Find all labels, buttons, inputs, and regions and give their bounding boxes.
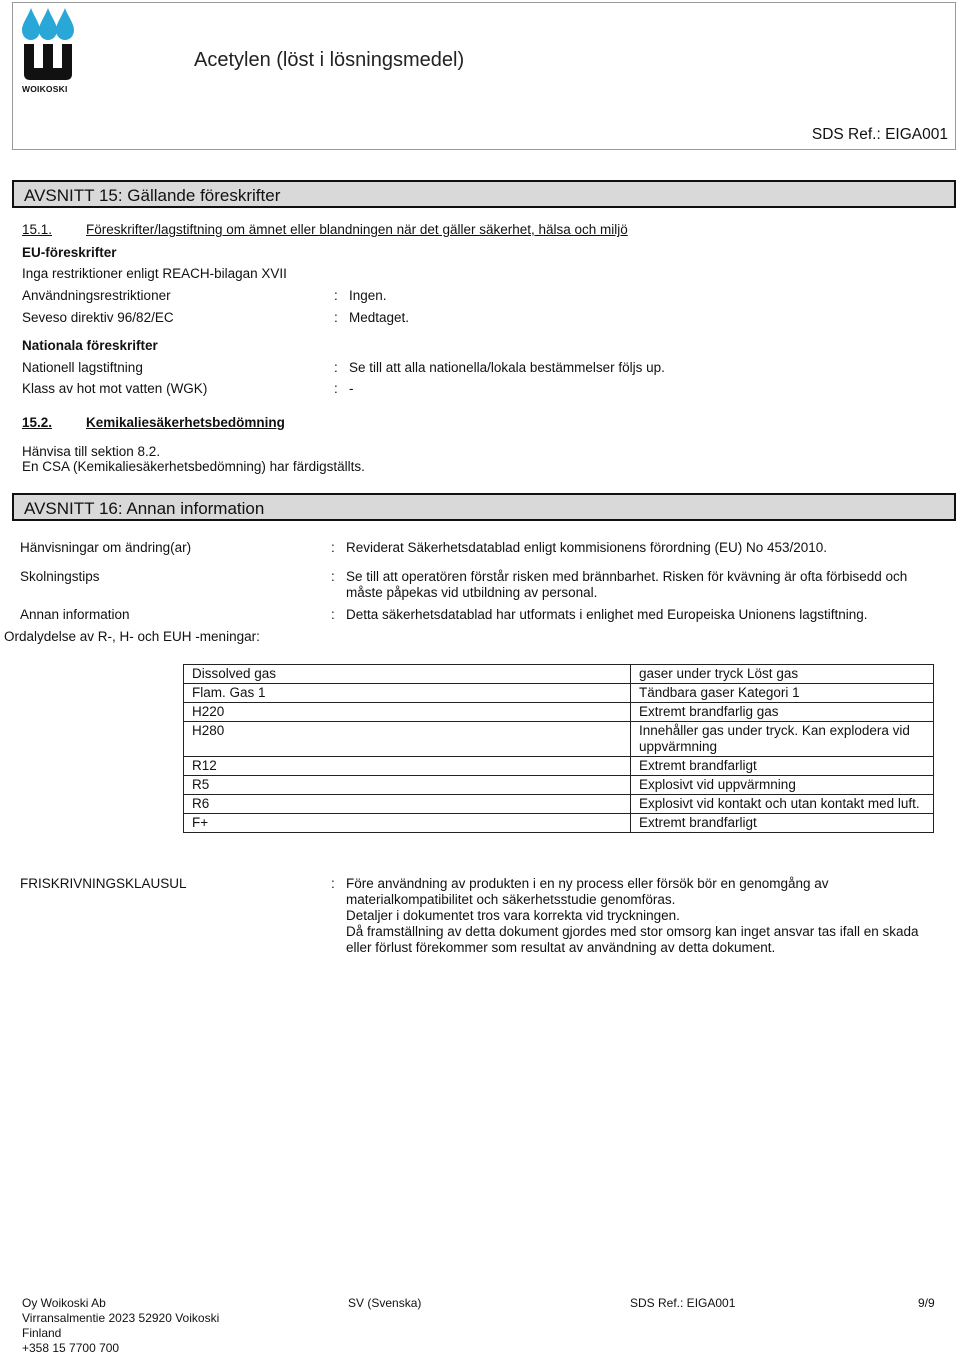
wgk-value: -	[349, 381, 354, 396]
section-15-heading: AVSNITT 15: Gällande föreskrifter	[12, 180, 956, 208]
footer-phone: +358 15 7700 700	[22, 1341, 120, 1355]
csa-status: En CSA (Kemikaliesäkerhetsbedömning) har färdigställts.	[22, 459, 365, 474]
revision-label: Hänvisningar om ändring(ar)	[20, 540, 192, 555]
footer-sds-ref: SDS Ref.: EIGA001	[630, 1296, 736, 1310]
national-legislation-label: Nationell lagstiftning	[22, 360, 143, 375]
phrase-code: H280	[184, 722, 631, 757]
header-sds-ref: SDS Ref.: EIGA001	[811, 126, 948, 143]
disclaimer-label: FRISKRIVNINGSKLAUSUL	[20, 876, 187, 891]
phrase-text: Explosivt vid uppvärmning	[631, 776, 934, 795]
seveso-label: Seveso direktiv 96/82/EC	[22, 310, 174, 325]
disclaimer-line: Då framställning av detta dokument gjordes med stor omsorg kan inget ansvar tas ifall en skada eller förlust förekommer som resultat av användning av detta dokument.	[346, 924, 919, 955]
phrase-text: Innehåller gas under tryck. Kan explodera vid uppvärmning	[631, 722, 934, 757]
footer-company: Oy Woikoski Ab	[22, 1296, 106, 1310]
woikoski-logo	[20, 4, 76, 94]
other-info-value: Detta säkerhetsdatablad har utformats i enlighet med Europeiska Unionens lagstiftning.	[346, 607, 868, 622]
seveso-value: Medtaget.	[349, 310, 410, 325]
wgk-label: Klass av hot mot vatten (WGK)	[22, 381, 208, 396]
table-row	[184, 684, 934, 703]
logo-text: WOIKOSKI	[22, 84, 68, 94]
training-value: Se till att operatören förstår risken med brännbarhet. Risken för kvävning är ofta förbisedd och måste påpekas vid utbildning av personal.	[346, 569, 908, 600]
table-row	[184, 757, 934, 776]
subsection-15-1-title: Föreskrifter/lagstiftning om ämnet eller blandningen när det gäller säkerhet, hälsa och miljö	[86, 222, 628, 237]
colon: :	[331, 876, 335, 891]
eu-regulations-heading: EU-föreskrifter	[22, 245, 117, 260]
table-row	[184, 665, 934, 684]
phrase-code: Dissolved gas	[184, 665, 631, 684]
phrase-code: F+	[184, 814, 631, 833]
training-label: Skolningstips	[20, 569, 100, 584]
colon: :	[331, 607, 335, 622]
phrases-table	[183, 664, 934, 833]
table-row	[184, 795, 934, 814]
usage-restrictions-label: Användningsrestriktioner	[22, 288, 171, 303]
national-legislation-value: Se till att alla nationella/lokala bestämmelser följs up.	[349, 360, 665, 375]
reach-text: Inga restriktioner enligt REACH-bilagan XVII	[22, 266, 287, 281]
phrase-text: Explosivt vid kontakt och utan kontakt med luft.	[631, 795, 934, 814]
section-16-heading: AVSNITT 16: Annan information	[12, 493, 956, 521]
subsection-15-2-number: 15.2.	[22, 415, 53, 430]
colon: :	[331, 569, 335, 584]
colon: :	[334, 310, 338, 325]
phrase-code: R12	[184, 757, 631, 776]
disclaimer-line: Före användning av produkten i en ny process eller försök bör en genomgång av materialkompatibilitet och säkerhetsstudie genomföras.	[346, 876, 829, 907]
phrase-text: Extremt brandfarlig gas	[631, 703, 934, 722]
subsection-15-2-title: Kemikaliesäkerhetsbedömning	[86, 415, 285, 430]
colon: :	[334, 381, 338, 396]
table-row	[184, 814, 934, 833]
colon: :	[334, 288, 338, 303]
usage-restrictions-value: Ingen.	[349, 288, 387, 303]
phrase-code: R5	[184, 776, 631, 795]
csa-reference: Hänvisa till sektion 8.2.	[22, 444, 161, 459]
colon: :	[334, 360, 338, 375]
revision-value: Reviderat Säkerhetsdatablad enligt kommisionens förordning (EU) No 453/2010.	[346, 540, 828, 555]
other-info-label: Annan information	[20, 607, 130, 622]
footer-page-number: 9/9	[918, 1296, 935, 1310]
footer-country: Finland	[22, 1326, 62, 1340]
colon: :	[331, 540, 335, 555]
national-regulations-heading: Nationala föreskrifter	[22, 338, 158, 353]
phrase-text: Tändbara gaser Kategori 1	[631, 684, 934, 703]
phrase-code: R6	[184, 795, 631, 814]
phrase-text: Extremt brandfarligt	[631, 814, 934, 833]
table-row	[184, 776, 934, 795]
logo-icon	[20, 4, 76, 94]
disclaimer-text	[346, 876, 946, 956]
table-row	[184, 703, 934, 722]
phrase-code: Flam. Gas 1	[184, 684, 631, 703]
table-row	[184, 722, 934, 757]
footer-address: Virransalmentie 2023 52920 Voikoski	[22, 1311, 220, 1325]
footer-language: SV (Svenska)	[348, 1296, 422, 1310]
phrase-text: gaser under tryck Löst gas	[631, 665, 934, 684]
phrases-heading: Ordalydelse av R-, H- och EUH -meningar:	[4, 629, 260, 644]
document-title: Acetylen (löst i lösningsmedel)	[194, 49, 465, 71]
phrase-code: H220	[184, 703, 631, 722]
phrase-text: Extremt brandfarligt	[631, 757, 934, 776]
disclaimer-line: Detaljer i dokumentet tros vara korrekta vid tryckningen.	[346, 908, 680, 923]
subsection-15-1-number: 15.1.	[22, 222, 53, 237]
